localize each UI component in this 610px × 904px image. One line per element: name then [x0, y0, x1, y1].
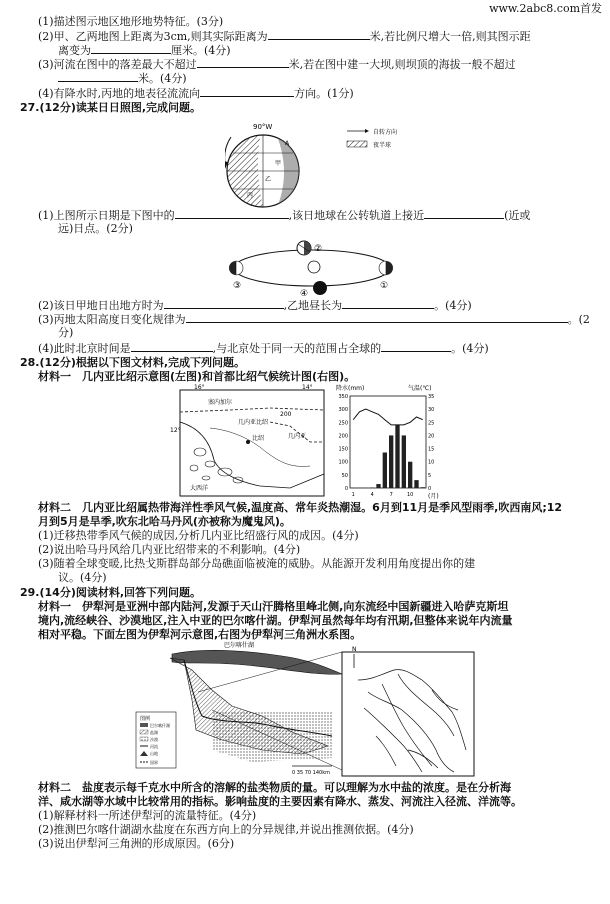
- orbit-pos-3: ③: [233, 281, 242, 291]
- q27-part3-cont: 分): [58, 326, 74, 339]
- q26-part4: (4)有降水时,丙地的地表径流流向 方向。(1分): [38, 87, 354, 100]
- site-header: www.2abc8.com首发: [489, 2, 602, 15]
- y-tick-label: 0: [344, 486, 348, 492]
- q28-part2: (2)说出哈马丹风给几内亚比绍带来的不利影响。(4分): [38, 543, 301, 556]
- orbit-pos-1: ①: [380, 281, 389, 291]
- answer-blank[interactable]: [268, 29, 370, 40]
- answer-blank[interactable]: [342, 298, 434, 309]
- y2-tick-label: 15: [428, 446, 435, 453]
- precip-bar: [421, 487, 425, 488]
- orbit-pos-4: ④: [300, 289, 309, 299]
- legend-desert: 沙漠: [150, 737, 158, 742]
- q27-part2: (2)该日甲地日出地方时为 ,乙地昼长为 。(4分): [38, 299, 472, 312]
- answer-blank[interactable]: [131, 341, 213, 352]
- night-hemisphere: [225, 117, 272, 217]
- y-tick-label: 350: [338, 394, 348, 400]
- scale-bar: 0 35 70 140km: [292, 770, 330, 776]
- precip-bar: [408, 462, 412, 488]
- north-arrow-label: N: [352, 646, 357, 653]
- legend-lake: 巴尔喀什湖: [150, 723, 170, 728]
- lon-label-16: 16°: [194, 384, 205, 391]
- q27-part4: (4)此时北京时间是 ,与北京处于同一天的范围占全球的 。(4分): [38, 342, 489, 355]
- atlantic-label: 大西洋: [190, 485, 209, 492]
- y2-tick-label: 5: [428, 472, 432, 479]
- y2-tick-label: 0: [428, 486, 432, 492]
- y-tick-label: 100: [338, 459, 348, 466]
- x-tick-label: 1: [351, 492, 355, 498]
- chart-ylabel: 降水(mm): [336, 385, 365, 392]
- precip-bar: [395, 425, 399, 488]
- earth-left: [229, 261, 243, 275]
- sun-icon: [308, 261, 320, 273]
- y2-tick-label: 20: [428, 433, 435, 440]
- label-jia: 甲: [275, 160, 282, 167]
- label-bing: 丙: [247, 192, 254, 199]
- q29-material2-l2: 洋、咸水湖等水域中比较常用的指标。影响盐度的主要因素有降水、蒸发、河流注入径流、洋流等。: [38, 795, 522, 808]
- earth-right: [379, 261, 393, 275]
- y2-tick-label: 25: [428, 420, 435, 427]
- y-tick-label: 300: [338, 407, 348, 414]
- q26-part2: (2)甲、乙两地图上距离为3cm,则其实际距离为 米,若比例尺增大一倍,则其图示距: [38, 30, 531, 43]
- q29-part3: (3)说出伊犁河三角洲的形成原因。(6分): [38, 837, 235, 850]
- x-tick-label: 4: [370, 492, 374, 498]
- y2-ticks: [428, 394, 434, 492]
- precip-bar: [414, 480, 418, 488]
- answer-blank[interactable]: [197, 57, 289, 68]
- desert-area: [212, 712, 332, 762]
- lon-label-14: 14°: [302, 384, 313, 391]
- legend-title: 图例: [140, 716, 151, 722]
- q28-material2-l1: 材料二 几内亚比绍属热带海洋性季风气候,温度高、常年炎热潮湿。6月到11月是季风型雨季,吹西南风;12: [38, 501, 563, 514]
- gb-label: 几内亚比绍: [238, 419, 269, 426]
- y-tick-label: 200: [338, 433, 348, 440]
- chart-xlabel: (月): [428, 493, 439, 500]
- y2-tick-label: 30: [428, 407, 435, 414]
- q29-part2: (2)推测巴尔喀什湖湖水盐度在东西方向上的分异规律,并说出推测依据。(4分): [38, 823, 414, 836]
- temperature-line: [353, 409, 423, 425]
- legend-rotation: 自转方向: [373, 129, 398, 136]
- earth-top: [297, 241, 311, 255]
- lake-label: 巴尔喀什湖: [224, 642, 255, 649]
- chart-y2label: 气温(℃): [408, 385, 432, 392]
- capital-marker: [246, 440, 250, 444]
- plot-frame: [350, 396, 426, 488]
- q27-title: 27.(12分)读某日日照图,完成问题。: [20, 101, 202, 114]
- q26-part2-cont: 离变为 厘米。(4分): [58, 44, 231, 57]
- answer-blank[interactable]: [91, 43, 171, 54]
- answer-blank[interactable]: [381, 341, 451, 352]
- label-a: A: [285, 140, 290, 147]
- q29-material1-l2: 境内,流经峡谷、沙漠地区,注入中亚的巴尔喀什湖。伊犁河虽然每年均有汛期,但整体来说年内流量: [38, 614, 513, 627]
- y2-tick-label: 35: [428, 394, 435, 400]
- q29-material1-l3: 相对平稳。下面左图为伊犁河示意图,右图为伊犁河三角洲水系图。: [38, 628, 362, 641]
- q29-material2-l1: 材料二 盐度表示每千克水中所含的溶解的盐类物质的量。可以理解为水中盐的浓度。是在分析海: [38, 781, 511, 794]
- answer-blank[interactable]: [164, 298, 284, 309]
- legend-river: 河流: [150, 744, 158, 749]
- answer-blank[interactable]: [424, 208, 504, 219]
- y-tick-label: 50: [341, 472, 348, 479]
- delta-inset-frame: [342, 652, 474, 776]
- earth-bottom: [313, 281, 327, 295]
- y2-tick-label: 10: [428, 459, 435, 466]
- y-ticks: [338, 394, 348, 492]
- legend-night: 夜半球: [373, 142, 392, 149]
- precip-bar: [383, 453, 387, 488]
- legend-border: 国界: [150, 760, 158, 765]
- precip-bar: [389, 435, 393, 488]
- climate-chart: [330, 382, 450, 500]
- answer-blank[interactable]: [200, 86, 294, 97]
- precip-bar: [370, 487, 374, 488]
- answer-blank[interactable]: [175, 208, 289, 219]
- guinea-label: 几内亚: [288, 433, 307, 440]
- lat-label-12: 12°: [170, 427, 181, 434]
- q28-title: 28.(12分)根据以下图文材料,完成下列问题。: [20, 356, 246, 369]
- x-tick-label: 7: [389, 492, 393, 498]
- q28-part1: (1)迁移热带季风气候的成因,分析几内亚比绍盛行风的成因。(4分): [38, 529, 359, 542]
- orbit-diagram: [222, 234, 402, 300]
- q27-part1-cont: 远)日点。(2分): [58, 222, 133, 235]
- precip-bar: [376, 484, 380, 488]
- q27-part3: (3)丙地太阳高度日变化规律为 。(2: [38, 313, 590, 326]
- ili-river-maps: [132, 640, 478, 780]
- x-ticks: [352, 492, 414, 498]
- orbit-pos-2: ②: [314, 244, 323, 254]
- q26-part3: (3)河流在图中的落差最大不超过 米,若在图中建一大坝,则坝顶的海拔一般不超过: [38, 58, 516, 71]
- precip-bar: [402, 435, 406, 488]
- y-tick-label: 250: [338, 420, 348, 427]
- precip-bars: [351, 425, 425, 488]
- q29-part1: (1)解释材料一所述伊犁河的流量特征。(4分): [38, 809, 257, 822]
- legend-salt: 盐湖: [150, 730, 158, 735]
- q28-material2-l2: 月到5月是旱季,吹东北哈马丹风(亦被称为魔鬼风)。: [38, 515, 291, 528]
- q26-part3-cont: 米。(4分): [58, 71, 187, 86]
- sunlight-diagram: [225, 117, 435, 217]
- answer-blank[interactable]: [186, 312, 568, 323]
- q28-part3-cont: 议。(4分): [58, 571, 107, 584]
- guinea-bissau-map: [170, 382, 328, 500]
- answer-blank[interactable]: [58, 71, 138, 82]
- meridian-label: 90°W: [253, 123, 273, 131]
- x-tick-label: 10: [406, 492, 414, 498]
- balkhash-lake: [172, 650, 342, 674]
- q29-title: 29.(14分)阅读材料,回答下列问题。: [20, 586, 202, 599]
- q27-part1: (1)上图所示日期是下图中的 ,该日地球在公转轨道上接近 (近或: [38, 209, 531, 222]
- contour-200: 200: [280, 411, 292, 418]
- q26-part1: (1)描述图示地区地形地势特征。(3分): [38, 15, 224, 28]
- q28-material1: 材料一 几内亚比绍示意图(左图)和首都比绍气候统计图(右图)。: [38, 370, 356, 383]
- q29-material1-l1: 材料一 伊犁河是亚洲中部内陆河,发源于天山汗腾格里峰北侧,向东流经中国新疆进入哈萨克斯坦: [38, 600, 509, 613]
- senegal-label: 塞内加尔: [208, 399, 233, 406]
- label-yi: 乙: [265, 176, 272, 183]
- legend-mountain: 山地: [150, 751, 158, 756]
- y-tick-label: 150: [338, 446, 348, 453]
- capital-label: 比绍: [252, 435, 265, 442]
- q28-part3: (3)随着全球变暖,比热戈斯群岛部分岛礁面临被淹的威胁。从能源开发利用角度提出你的建: [38, 557, 476, 570]
